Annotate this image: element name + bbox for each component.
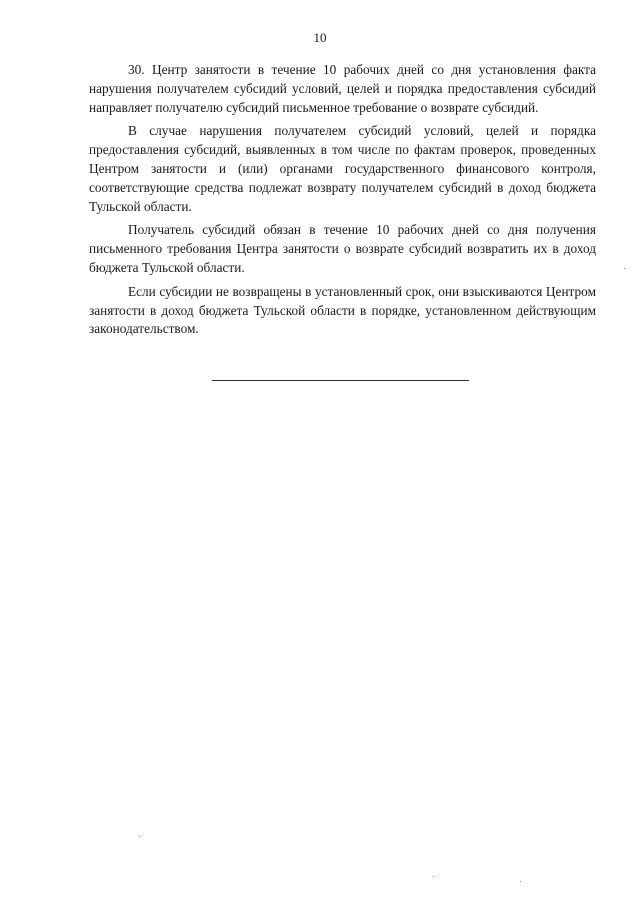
page-number: 10 — [313, 30, 327, 45]
scan-speck — [139, 836, 140, 837]
scan-speck — [624, 268, 625, 269]
end-separator-line — [212, 380, 469, 381]
paragraph-enforced-collection: Если субсидии не возвращены в установленный срок, они взыскиваются Центром занятости в доход бюджета Тульской области в порядке, установленном действующим законодательством. — [89, 283, 596, 337]
paragraph-30: 30. Центр занятости в течение 10 рабочих дней со дня установления факта нарушения получателем субсидий условий, целей и порядка предоставления субсидий направляет получателю субсидий письменное требование о возврате субсидий. — [89, 62, 596, 115]
document-body — [89, 61, 596, 344]
scan-speck — [433, 876, 434, 877]
paragraph-violation-refund: В случае нарушения получателем субсидий условий, целей и порядка предоставления субсидий, выявленных в том числе по фактам проверок, проведенных Центром занятости и (или) органами государственного финансового контроля, соответствующие средства подлежат возврату получателем субсидий в доход бюджета Тульской области. — [89, 123, 596, 214]
paragraph-recipient-obligation: Получатель субсидий обязан в течение 10 рабочих дней со дня получения письменного требования Центра занятости о возврате субсидий возвратить их в доход бюджета Тульской области. — [89, 222, 596, 275]
scan-speck — [520, 881, 521, 882]
